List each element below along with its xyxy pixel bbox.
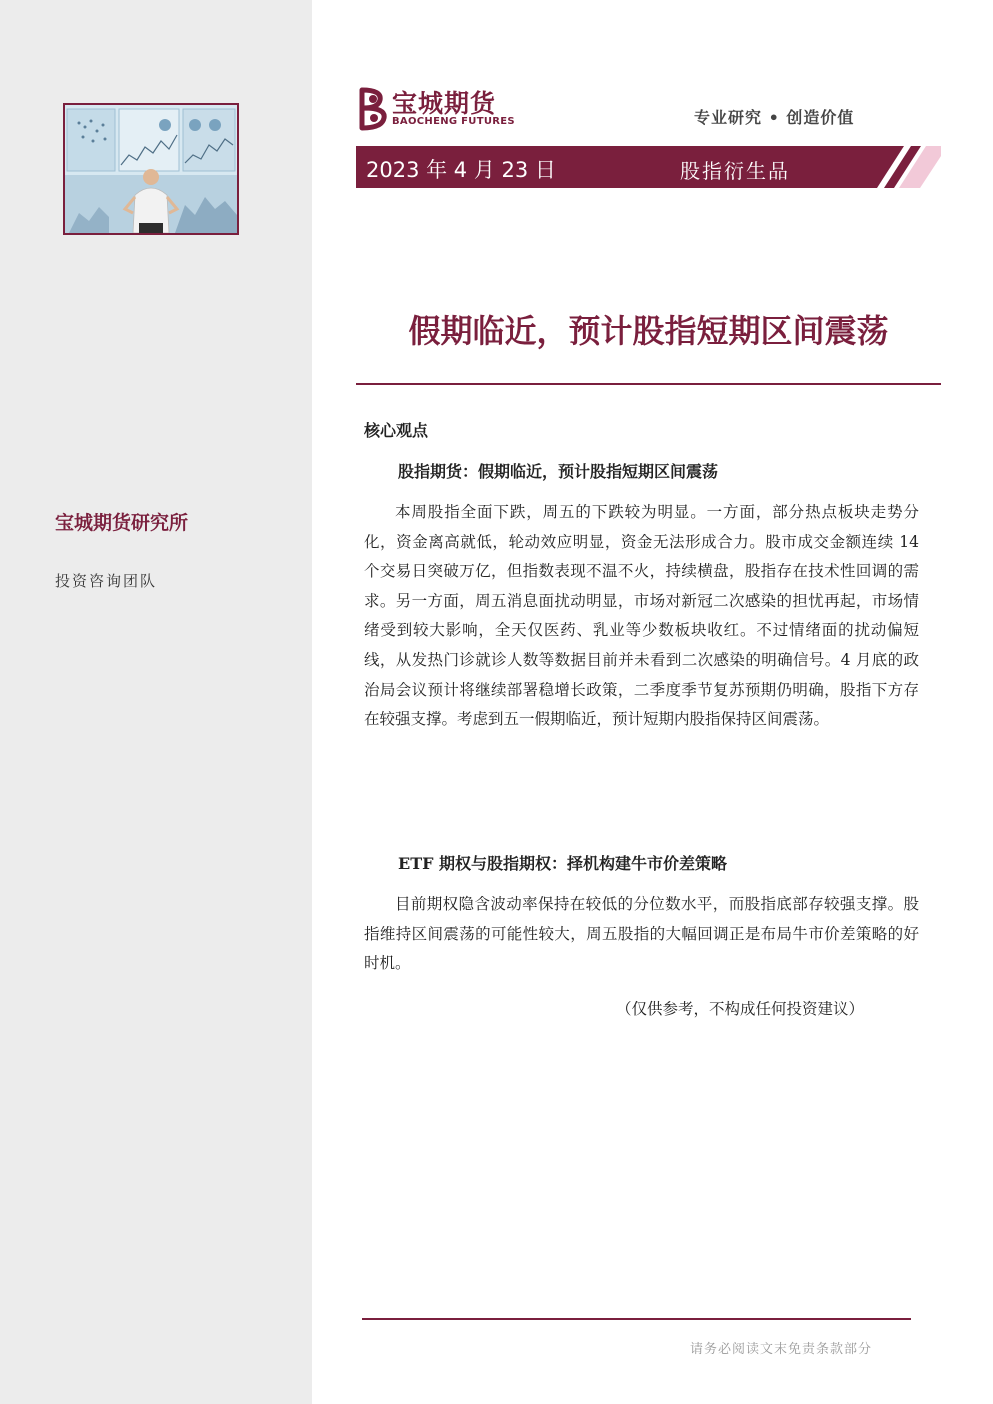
report-title: 假期临近，预计股指短期区间震荡 <box>408 312 889 350</box>
report-category: 股指衍生品 <box>680 159 790 183</box>
sidebar <box>0 0 312 1404</box>
analyst-screens-illustration <box>65 105 237 233</box>
research-institute-name: 宝城期货研究所 <box>55 512 189 534</box>
company-logo <box>356 84 536 134</box>
logo-chinese-name: 宝城期货 <box>392 89 497 118</box>
title-divider <box>356 383 941 385</box>
section-body-options: 目前期权隐含波动率保持在较低的分位数水平，而股指底部存较强支撑。股指维持区间震荡的可能性较大，周五股指的大幅回调正是布局牛市价差策略的好时机。 <box>364 895 919 973</box>
cover-image <box>63 103 239 235</box>
footer-disclaimer-note: 请务必阅读文末免责条款部分 <box>690 1342 873 1357</box>
footer-divider <box>362 1318 911 1320</box>
baocheng-logo-icon <box>356 86 390 132</box>
date-banner <box>356 146 941 188</box>
team-name: 投资咨询团队 <box>55 572 158 590</box>
disclaimer: （仅供参考，不构成任何投资建议） <box>616 1000 865 1018</box>
section-heading-index-futures: 股指期货：假期临近，预计股指短期区间震荡 <box>398 462 719 481</box>
slogan: 专业研究 • 创造价值 <box>694 108 855 127</box>
core-view-label: 核心观点 <box>364 421 429 440</box>
logo-english-name: BAOCHENG FUTURES <box>392 116 515 127</box>
report-date: 2023 年 4 月 23 日 <box>366 158 556 182</box>
section-heading-options: ETF 期权与股指期权：择机构建牛市价差策略 <box>398 854 728 873</box>
section-body-index-futures: 本周股指全面下跌，周五的下跌较为明显。一方面，部分热点板块走势分化，资金离高就低，轮动效应明显，资金无法形成合力。股市成交金额连续 14 个交易日突破万亿，但指数表现不温不火，持续横盘，股指存在技术性回调的需求。另一方面，周五消息面扰动明显，市场对新冠二次感染的担忧再起，市场情绪受到较大影响，全天仅医药、乳业等少数板块收红。不过情绪面的扰动偏短线，从发热门诊就诊人数等数据目前并未看到二次感染的明确信号。4 月底的政治局会议预计将继续部署稳增长政策，二季度季节复苏预期仍明确，股指下方存在较强支撑。考虑到五一假期临近，预计短期内股指保持区间震荡。 <box>364 503 919 729</box>
